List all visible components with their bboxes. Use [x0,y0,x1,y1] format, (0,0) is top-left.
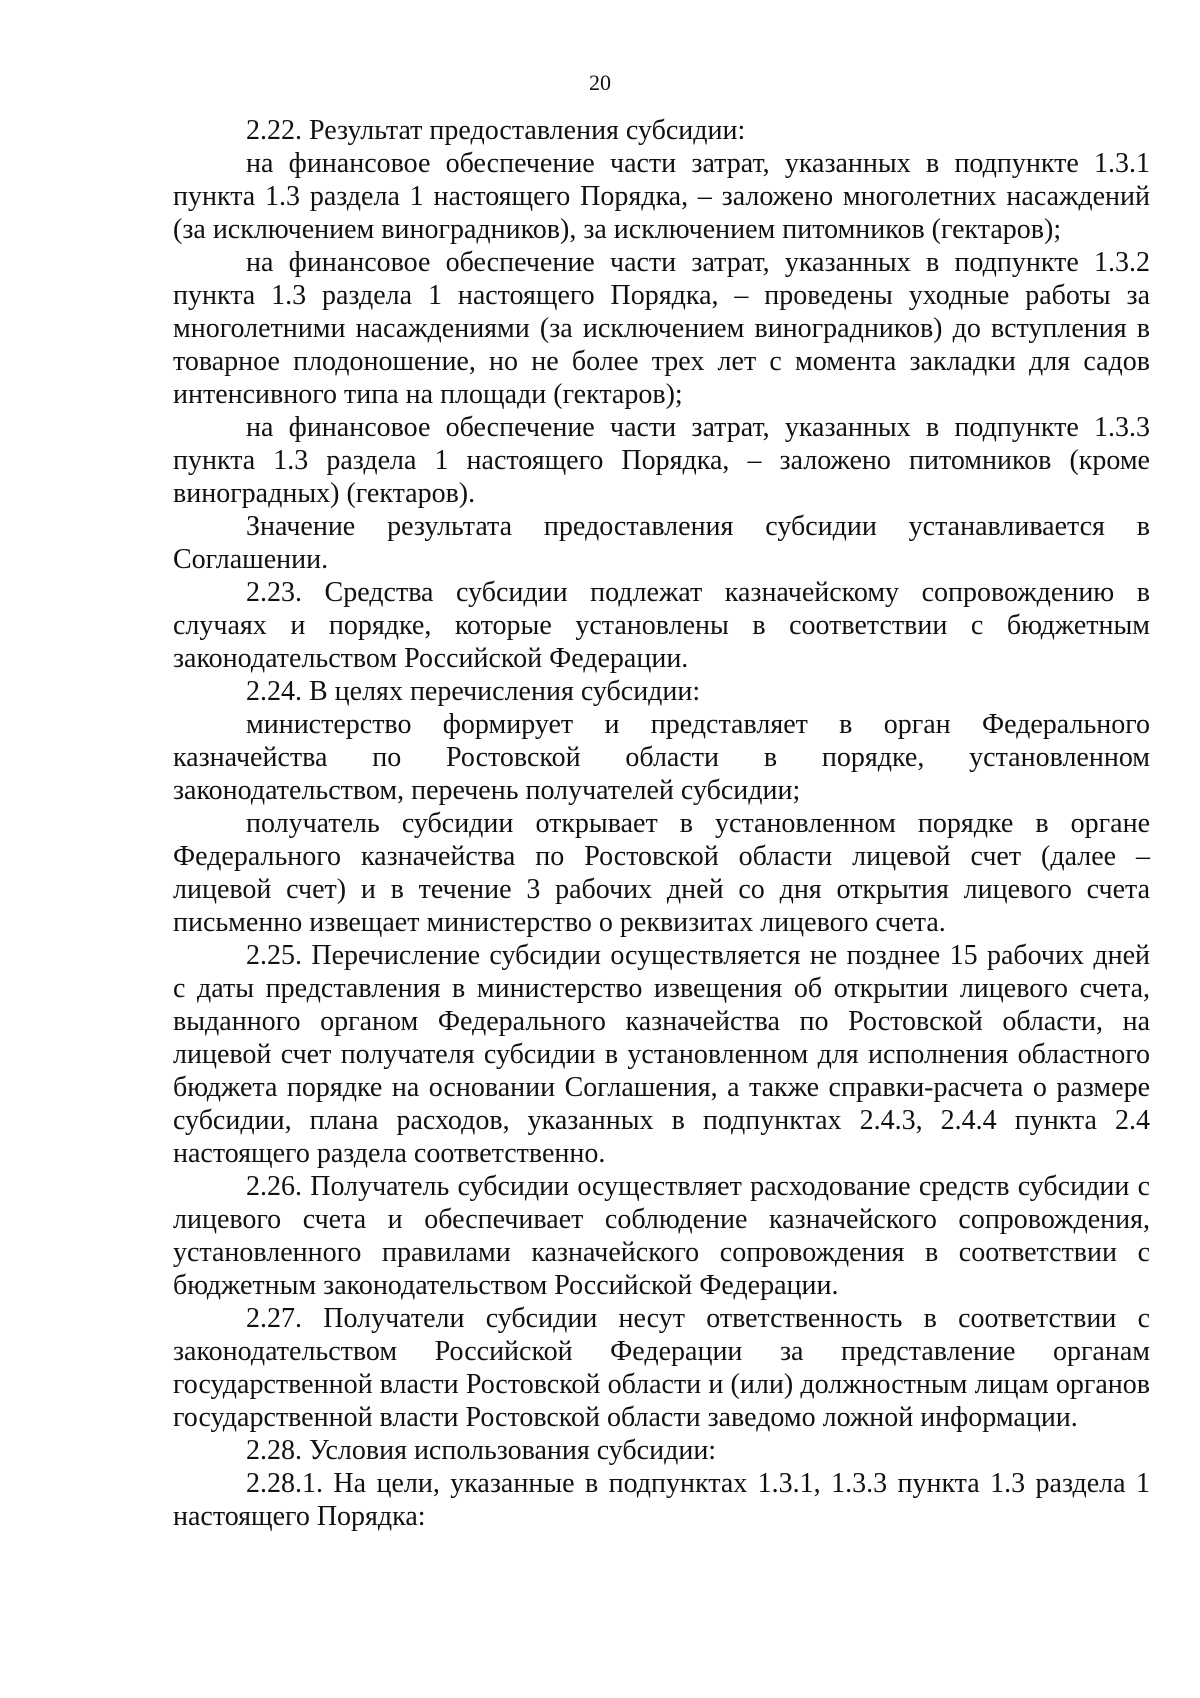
paragraph-2-28-1: 2.28.1. На цели, указанные в подпунктах 1.3.1, 1.3.3 пункта 1.3 раздела 1 настоящего Порядка: [173,1468,1150,1532]
paragraph-recipient-account: получатель субсидии открывает в установленном порядке в органе Федерального казначейства по Ростовской области лицевой счет (далее – лицевой счет) и в течение 3 рабочих дней со дня открытия лицевого счета письменно извещает министерство о реквизитах лицевого счета. [173,808,1150,938]
page-number: 20 [589,70,611,95]
document-body [173,114,1150,1533]
paragraph-2-22-heading: 2.22. Результат предоставления субсидии: [246,115,746,146]
paragraph-2-27: 2.27. Получатели субсидии несут ответственность в соответствии с законодательством Российской Федерации за представление органам государственной власти Ростовской области и (или) должностным лицам органов государственной власти Ростовской области заведомо ложной информации. [173,1303,1150,1433]
paragraph-ministry-list: министерство формирует и представляет в орган Федерального казначейства по Ростовской области в порядке, установленном законодательством, перечень получателей субсидии; [173,709,1150,806]
paragraph-2-25: 2.25. Перечисление субсидии осуществляется не позднее 15 рабочих дней с даты представления в министерство извещения об открытии лицевого счета, выданного органом Федерального казначейства по Ростовской области, на лицевой счет получателя субсидии в установленном для исполнения областного бюджета порядке на основании Соглашения, а также справки-расчета о размере субсидии, плана расходов, указанных в подпунктах 2.4.3, 2.4.4 пункта 2.4 настоящего раздела соответственно. [173,940,1150,1169]
paragraph-result-1-3-3: на финансовое обеспечение части затрат, указанных в подпункте 1.3.3 пункта 1.3 раздела 1 настоящего Порядка, – заложено питомников (кроме виноградных) (гектаров). [173,412,1150,509]
paragraph-result-1-3-1: на финансовое обеспечение части затрат, указанных в подпункте 1.3.1 пункта 1.3 раздела 1 настоящего Порядка, – заложено многолетних насаждений (за исключением виноградников), за исключением питомников (гектаров); [173,148,1150,245]
paragraph-result-value: Значение результата предоставления субсидии устанавливается в Соглашении. [173,511,1150,575]
paragraph-2-23: 2.23. Средства субсидии подлежат казначейскому сопровождению в случаях и порядке, которые установлены в соответствии с бюджетным законодательством Российской Федерации. [173,577,1150,674]
paragraph-2-24-heading: 2.24. В целях перечисления субсидии: [246,676,701,707]
paragraph-2-28-heading: 2.28. Условия использования субсидии: [246,1435,717,1466]
paragraph-result-1-3-2: на финансовое обеспечение части затрат, указанных в подпункте 1.3.2 пункта 1.3 раздела 1 настоящего Порядка, – проведены уходные работы за многолетними насаждениями (за исключением виноградников) до вступления в товарное плодоношение, но не более трех лет с момента закладки для садов интенсивного типа на площади (гектаров); [173,247,1150,410]
paragraph-2-26: 2.26. Получатель субсидии осуществляет расходование средств субсидии с лицевого счета и обеспечивает соблюдение казначейского сопровождения, установленного правилами казначейского сопровождения в соответствии с бюджетным законодательством Российской Федерации. [173,1171,1150,1301]
